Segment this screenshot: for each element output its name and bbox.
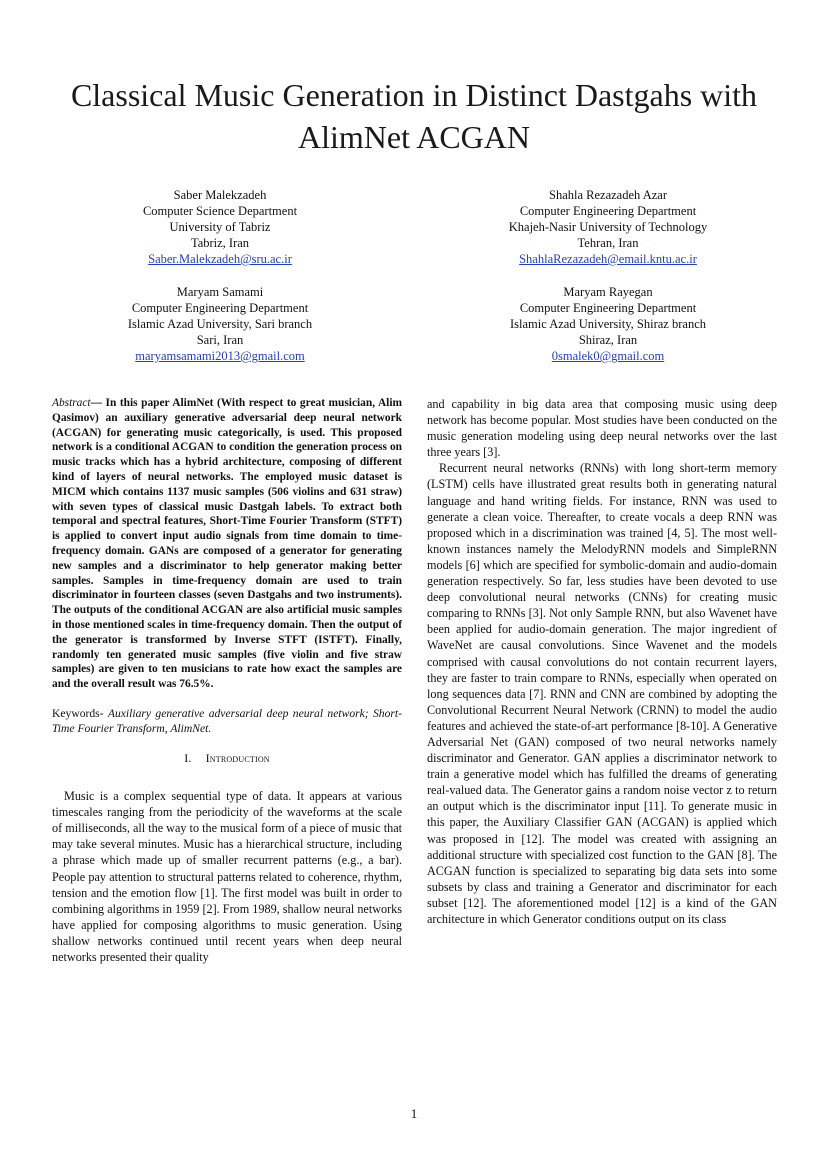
right-column bbox=[427, 396, 777, 927]
author-location: Tabriz, Iran bbox=[190, 236, 250, 250]
author-name: Maryam Rayegan bbox=[563, 285, 653, 299]
author-email-link[interactable]: 0smalek0@gmail.com bbox=[551, 349, 665, 363]
author-institution: Khajeh-Nasir University of Technology bbox=[508, 220, 708, 234]
page-number: 1 bbox=[410, 1106, 418, 1121]
keywords-label: Keywords- bbox=[52, 706, 104, 720]
section-number: I. bbox=[184, 750, 192, 765]
author-name: Shahla Rezazadeh Azar bbox=[549, 188, 667, 202]
keywords-text: Auxiliary generative adversarial deep neural network; Short-Time Fourier Transform, AlimNet. bbox=[52, 706, 402, 735]
author-department: Computer Engineering Department bbox=[131, 301, 309, 315]
section-heading bbox=[52, 750, 402, 766]
author-block-2 bbox=[458, 187, 758, 267]
author-block-3 bbox=[70, 284, 370, 364]
section-title: Introduction bbox=[205, 750, 270, 765]
author-institution: Islamic Azad University, Sari branch bbox=[127, 317, 313, 331]
author-department: Computer Engineering Department bbox=[519, 204, 697, 218]
author-institution: Islamic Azad University, Shiraz branch bbox=[509, 317, 706, 331]
author-email-link[interactable]: Saber.Malekzadeh@sru.ac.ir bbox=[148, 252, 292, 266]
author-name: Maryam Samami bbox=[176, 285, 264, 299]
author-name: Saber Malekzadeh bbox=[173, 188, 267, 202]
author-department: Computer Engineering Department bbox=[519, 301, 697, 315]
abstract bbox=[52, 396, 402, 692]
author-department: Computer Science Department bbox=[142, 204, 298, 218]
body-paragraph: Recurrent neural networks (RNNs) with long short-term memory (LSTM) cells have illustrated great results both in generating natural language and hand writing fields. For instance, RNN was used to generate a clean voice. Thereafter, to create vocals a deep RNN was proposed which in a discrimination was trained [4, 5]. The most well-known instances namely the MelodyRNN models and SimpleRNN models [6] which are specified for symbolic-domain and audio-domain generation respectively. So far, less studies have been devoted to use deep convolutional neural networks (CNNs) for creating music comparing to RNNs [3]. Not only Sample RNN, but also Wavenet have been applied for audio-domain generation. The major ingredient of WaveNet are causal convolutions. Since Wavenet and the models comprised with causal convolutions do not contain recurrent layers, they are faster to train compare to RNNs, especially when operated on long sequences data [7]. RNN and CNN are combined by adopting the Convolutional Recurrent Neural Network (CRNN) to model the audio features and achieved the state-of-art performance [8-10]. A Generative Adversarial Net (GAN) composed of two neural networks namely discriminator and Generator. GAN applies a discriminator network to train a generative model which has fulfilled the dreams of generating real-valued data. The Generator gains a random noise vector z to return an output which is the discriminator input [11]. To generate music in this paper, the Auxiliary Classifier GAN (ACGAN) is applied which was proposed in [12]. The model was created with assigning an additional structure with specialized cost function to the GAN [8]. The ACGAN function is specialized to separating big data sets into some subsets by class and training a Generator and discriminator for each subset [12]. The aforementioned model [12] is a kind of the GAN architecture in which Generator conditions output on its class bbox=[427, 461, 777, 926]
author-location: Sari, Iran bbox=[196, 333, 244, 347]
author-location: Tehran, Iran bbox=[577, 236, 639, 250]
author-email-link[interactable]: ShahlaRezazadeh@email.kntu.ac.ir bbox=[519, 252, 697, 266]
body-paragraph: Music is a complex sequential type of data. It appears at various timescales ranging from the periodicity of the waveforms at the scale of milliseconds, all the way to the musical form of a piece of music that may take several minutes. Music has a hierarchical structure, including a phrase which made up of smaller recurrent patterns (e.g., a bar). People pay attention to structural patterns related to coherence, rhythm, tension and the emotion flow [1]. The first model was built in order to combining algorithms in 1959 [2]. From 1989, shallow neural networks have applied for composing algorithms to music generation. Using shallow networks continued until recent years when deep neural networks presented their quality bbox=[52, 789, 402, 964]
paper-title: Classical Music Generation in Distinct Dastgahs with AlimNet ACGAN bbox=[70, 77, 758, 155]
author-institution: University of Tabriz bbox=[169, 220, 271, 234]
author-location: Shiraz, Iran bbox=[578, 333, 638, 347]
abstract-label: Abstract bbox=[52, 397, 91, 409]
keywords bbox=[52, 706, 402, 736]
left-column bbox=[52, 396, 402, 965]
author-block-4 bbox=[458, 284, 758, 364]
body-paragraph: and capability in big data area that composing music using deep network has become popular. Most studies have been conducted on the music generation modeling using deep neural networks over the last three years [3]. bbox=[427, 397, 777, 460]
abstract-text: — In this paper AlimNet (With respect to great musician, Alim Qasimov) an auxiliary generative adversarial deep neural network (ACGAN) for generating music categorically, is used. This proposed network is a conditional ACGAN to condition the generation process on music tracks which has a hybrid architecture, composing of different kind of layers of neural networks. The employed music dataset is MICM which contains 1137 music samples (506 violins and 631 straw) with seven types of classical music Dastgah labels. To extract both temporal and spectral features, Short-Time Fourier Transform (STFT) is applied to convert input audio signals from time domain to time-frequency domain. GANs are composed of a generator for generating new samples and a discriminator to help generator making better samples. Samples in time-frequency domain are used to train discriminator in fourteen classes (seven Dastgahs and two instruments). The outputs of the conditional ACGAN are also artificial music samples in those mentioned scales in time-frequency domain. Then the output of the generator is transformed by Inverse STFT (ISTFT). Finally, randomly ten generated music samples (five violin and five straw samples) are given to ten musicians to rate how exact the samples are and the overall result was 76.5%. bbox=[52, 397, 402, 691]
author-email-link[interactable]: maryamsamami2013@gmail.com bbox=[135, 349, 305, 363]
author-block-1 bbox=[70, 187, 370, 267]
